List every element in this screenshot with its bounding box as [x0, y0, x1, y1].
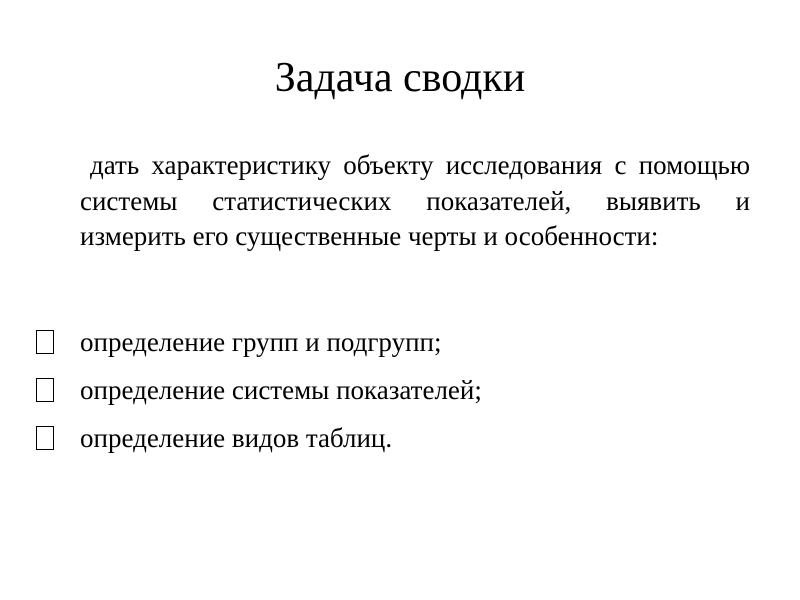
list-item-text: определение видов таблиц.	[80, 423, 393, 453]
bullet-list	[36, 322, 756, 466]
list-item	[36, 418, 756, 458]
intro-paragraph: дать характеристику объекту исследования с помощью системы статистических показателей, выявить и измерить его существенные черты и особенности:	[80, 150, 750, 251]
missing-glyph-box-icon	[36, 426, 54, 450]
missing-glyph-box-icon	[36, 378, 54, 402]
list-item-text: определение системы показателей;	[80, 375, 482, 405]
list-item	[36, 370, 756, 410]
list-item-text: определение групп и подгрупп;	[80, 327, 442, 357]
slide-title: Задача сводки	[274, 55, 526, 101]
missing-glyph-box-icon	[36, 330, 54, 354]
list-item	[36, 322, 756, 362]
